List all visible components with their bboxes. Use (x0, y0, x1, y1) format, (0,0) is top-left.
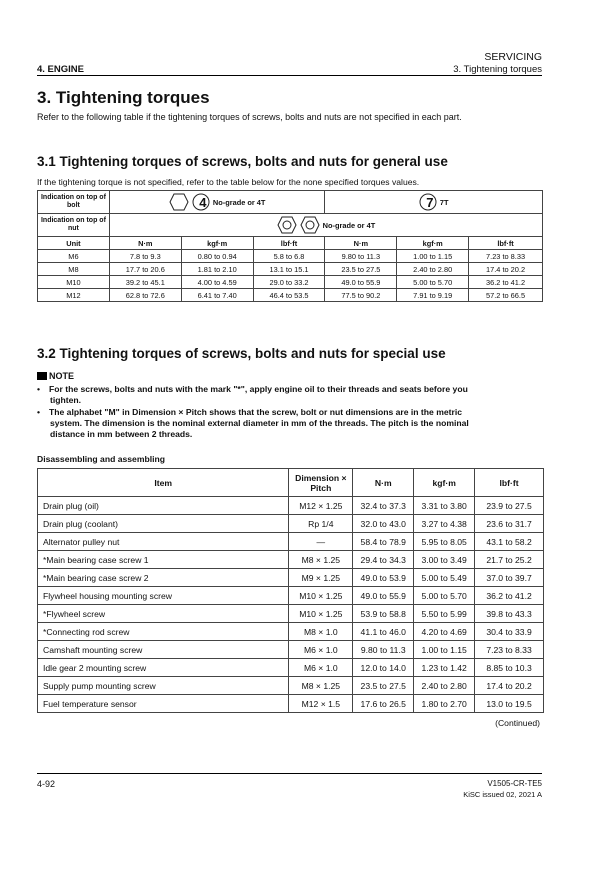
nut-grade-text: No-grade or 4T (322, 220, 376, 230)
cell: 1.23 to 1.42 (414, 659, 475, 677)
table-row (38, 605, 544, 623)
hex-nut-icon (300, 216, 320, 234)
issue-info: KiSC issued 02, 2021 A (463, 790, 542, 799)
cell: 8.85 to 10.3 (475, 659, 544, 677)
cell: 13.0 to 19.5 (475, 695, 544, 713)
table-row (38, 533, 544, 551)
cell: 43.1 to 58.2 (475, 533, 544, 551)
cell: 49.0 to 53.9 (353, 569, 414, 587)
cell: M8 × 1.0 (289, 623, 353, 641)
cell: Drain plug (oil) (38, 497, 289, 515)
col-header: lbf·ft (469, 237, 543, 250)
cell: 23.5 to 27.5 (353, 677, 414, 695)
table-row (38, 659, 544, 677)
cell: 1.00 to 1.15 (414, 641, 475, 659)
cell: 23.9 to 27.5 (475, 497, 544, 515)
cell: M8 (38, 263, 110, 276)
cell: Idle gear 2 mounting screw (38, 659, 289, 677)
grade-7-mark: 7 (426, 194, 434, 210)
cell: 39.8 to 43.3 (475, 605, 544, 623)
cell: 53.9 to 58.8 (353, 605, 414, 623)
cell: 1.00 to 1.15 (397, 250, 469, 263)
cell: 21.7 to 25.2 (475, 551, 544, 569)
cell: M12 × 1.25 (289, 497, 353, 515)
cell: 6.41 to 7.40 (181, 289, 253, 302)
col-header: kgf·m (397, 237, 469, 250)
cell: *Main bearing case screw 1 (38, 551, 289, 569)
cell: 32.0 to 43.0 (353, 515, 414, 533)
table-subheading: Disassembling and assembling (37, 454, 165, 464)
note-text: The alphabet "M" in Dimension × Pitch shows that the screw, bolt or nut dimensions are in the metric (49, 407, 462, 417)
table-row (38, 551, 544, 569)
cell: Rp 1/4 (289, 515, 353, 533)
grade-4-mark: 4 (199, 194, 207, 210)
note-item-1 (37, 384, 543, 406)
table-row (38, 695, 544, 713)
cell: 17.7 to 20.6 (109, 263, 181, 276)
cell: — (289, 533, 353, 551)
cell: 23.5 to 27.5 (325, 263, 397, 276)
col-header: N·m (353, 469, 414, 497)
cell: *Flywheel screw (38, 605, 289, 623)
note-text: tighten. (50, 395, 82, 405)
cell: 58.4 to 78.9 (353, 533, 414, 551)
cell: 49.0 to 55.9 (353, 587, 414, 605)
cell: 3.00 to 3.49 (414, 551, 475, 569)
note-item-2 (37, 407, 543, 440)
cell: 9.80 to 11.3 (353, 641, 414, 659)
note-label: NOTE (49, 371, 75, 381)
cell: M10 × 1.25 (289, 605, 353, 623)
cell: 46.4 to 53.5 (253, 289, 325, 302)
table-row (38, 641, 544, 659)
cell: M10 × 1.25 (289, 587, 353, 605)
note-text: system. The dimension is the nominal external diameter in mm of the threads. The pitch is the nominal (50, 418, 469, 428)
col-header: Item (38, 469, 289, 497)
cell: 41.1 to 46.0 (353, 623, 414, 641)
cell: Alternator pulley nut (38, 533, 289, 551)
cell: 37.0 to 39.7 (475, 569, 544, 587)
grade-4-cell (109, 191, 325, 214)
table-row (38, 515, 544, 533)
cell: 7.91 to 9.19 (397, 289, 469, 302)
cell: 17.4 to 20.2 (469, 263, 543, 276)
cell: 29.0 to 33.2 (253, 276, 325, 289)
cell: 57.2 to 66.5 (469, 289, 543, 302)
cell: M6 × 1.0 (289, 641, 353, 659)
section2-heading: 3.2 Tightening torques of screws, bolts and nuts for special use (37, 346, 446, 361)
cell: 32.4 to 37.3 (353, 497, 414, 515)
section-label: 4. ENGINE (37, 64, 84, 75)
col-header: N·m (325, 237, 397, 250)
table-row (38, 623, 544, 641)
page-number: 4-92 (37, 779, 56, 789)
col-header: N·m (109, 237, 181, 250)
col-header: kgf·m (414, 469, 475, 497)
cell: *Main bearing case screw 2 (38, 569, 289, 587)
cell: 49.0 to 55.9 (325, 276, 397, 289)
cell: 4.00 to 4.59 (181, 276, 253, 289)
header-divider (37, 75, 542, 76)
cell: 12.0 to 14.0 (353, 659, 414, 677)
footer-divider (37, 773, 542, 774)
table-row (38, 587, 544, 605)
cell: 2.40 to 2.80 (414, 677, 475, 695)
cell: 1.81 to 2.10 (181, 263, 253, 276)
intro-text: Refer to the following table if the tightening torques of screws, bolts and nuts are not specified in each part. (37, 112, 462, 122)
table-row (38, 276, 543, 289)
cell: 5.50 to 5.99 (414, 605, 475, 623)
cell: 7.23 to 8.33 (475, 641, 544, 659)
note-text: distance in mm between 2 threads. (50, 429, 193, 439)
cell: 17.6 to 26.5 (353, 695, 414, 713)
col-header: Unit (38, 237, 110, 250)
col-header: Dimension × Pitch (289, 469, 353, 497)
cell: 17.4 to 20.2 (475, 677, 544, 695)
note-text: For the screws, bolts and nuts with the mark "*", apply engine oil to their threads and seats before you (49, 384, 468, 394)
cell: 3.31 to 3.80 (414, 497, 475, 515)
col-header: lbf·ft (253, 237, 325, 250)
cell: 77.5 to 90.2 (325, 289, 397, 302)
bolt-indication-label: Indication on top of bolt (38, 191, 110, 214)
section1-heading: 3.1 Tightening torques of screws, bolts and nuts for general use (37, 154, 448, 169)
cell: 39.2 to 45.1 (109, 276, 181, 289)
cell: M10 (38, 276, 110, 289)
cell: 3.27 to 4.38 (414, 515, 475, 533)
cell: 7.8 to 9.3 (109, 250, 181, 263)
cell: M6 × 1.0 (289, 659, 353, 677)
cell: 29.4 to 34.3 (353, 551, 414, 569)
cell: 9.80 to 11.3 (325, 250, 397, 263)
cell: Drain plug (coolant) (38, 515, 289, 533)
continued-label: (Continued) (495, 718, 540, 728)
note-marker-icon (37, 372, 47, 380)
col-header: kgf·m (181, 237, 253, 250)
grade-7-text: 7T (439, 197, 449, 207)
cell: 4.20 to 4.69 (414, 623, 475, 641)
document-code: V1505-CR-TE5 (487, 779, 542, 788)
cell: *Connecting rod screw (38, 623, 289, 641)
table-row (38, 250, 543, 263)
bullet-icon: • (37, 407, 41, 417)
cell: M8 × 1.25 (289, 677, 353, 695)
table-row (38, 569, 544, 587)
table-row (38, 677, 544, 695)
cell: M6 (38, 250, 110, 263)
cell: M12 × 1.5 (289, 695, 353, 713)
page-title: 3. Tightening torques (37, 88, 210, 107)
chapter-label: SERVICING (484, 51, 542, 63)
cell: 5.00 to 5.70 (414, 587, 475, 605)
cell: Supply pump mounting screw (38, 677, 289, 695)
table-row (38, 263, 543, 276)
nut-cell (109, 214, 542, 237)
topic-label: 3. Tightening torques (453, 64, 542, 75)
nut-indication-label: Indication on top of nut (38, 214, 110, 237)
cell: 0.80 to 0.94 (181, 250, 253, 263)
section1-text: If the tightening torque is not specified, refer to the table below for the none specified torques values. (37, 177, 420, 187)
table-row (38, 289, 543, 302)
cell: 5.95 to 8.05 (414, 533, 475, 551)
cell: Camshaft mounting screw (38, 641, 289, 659)
cell: 13.1 to 15.1 (253, 263, 325, 276)
cell: M9 × 1.25 (289, 569, 353, 587)
cell: Fuel temperature sensor (38, 695, 289, 713)
cell: Flywheel housing mounting screw (38, 587, 289, 605)
cell: 30.4 to 33.9 (475, 623, 544, 641)
grade-4-text: No-grade or 4T (212, 197, 266, 207)
general-torque-table (37, 190, 543, 302)
cell: 5.00 to 5.49 (414, 569, 475, 587)
cell: 7.23 to 8.33 (469, 250, 543, 263)
cell: M12 (38, 289, 110, 302)
cell: 1.80 to 2.70 (414, 695, 475, 713)
col-header: lbf·ft (475, 469, 544, 497)
hex-nut-icon (277, 216, 297, 234)
cell: 36.2 to 41.2 (475, 587, 544, 605)
table-row (38, 497, 544, 515)
cell: 5.00 to 5.70 (397, 276, 469, 289)
cell: M8 × 1.25 (289, 551, 353, 569)
cell: 2.40 to 2.80 (397, 263, 469, 276)
special-table-header (38, 469, 544, 497)
general-table-header (38, 237, 543, 250)
cell: 62.8 to 72.6 (109, 289, 181, 302)
note-title (37, 371, 74, 381)
special-torque-table (37, 468, 544, 713)
bullet-icon: • (37, 384, 41, 394)
hex-bolt-head-icon (169, 193, 189, 211)
cell: 5.8 to 6.8 (253, 250, 325, 263)
cell: 23.6 to 31.7 (475, 515, 544, 533)
grade-7-cell (325, 191, 543, 214)
cell: 36.2 to 41.2 (469, 276, 543, 289)
